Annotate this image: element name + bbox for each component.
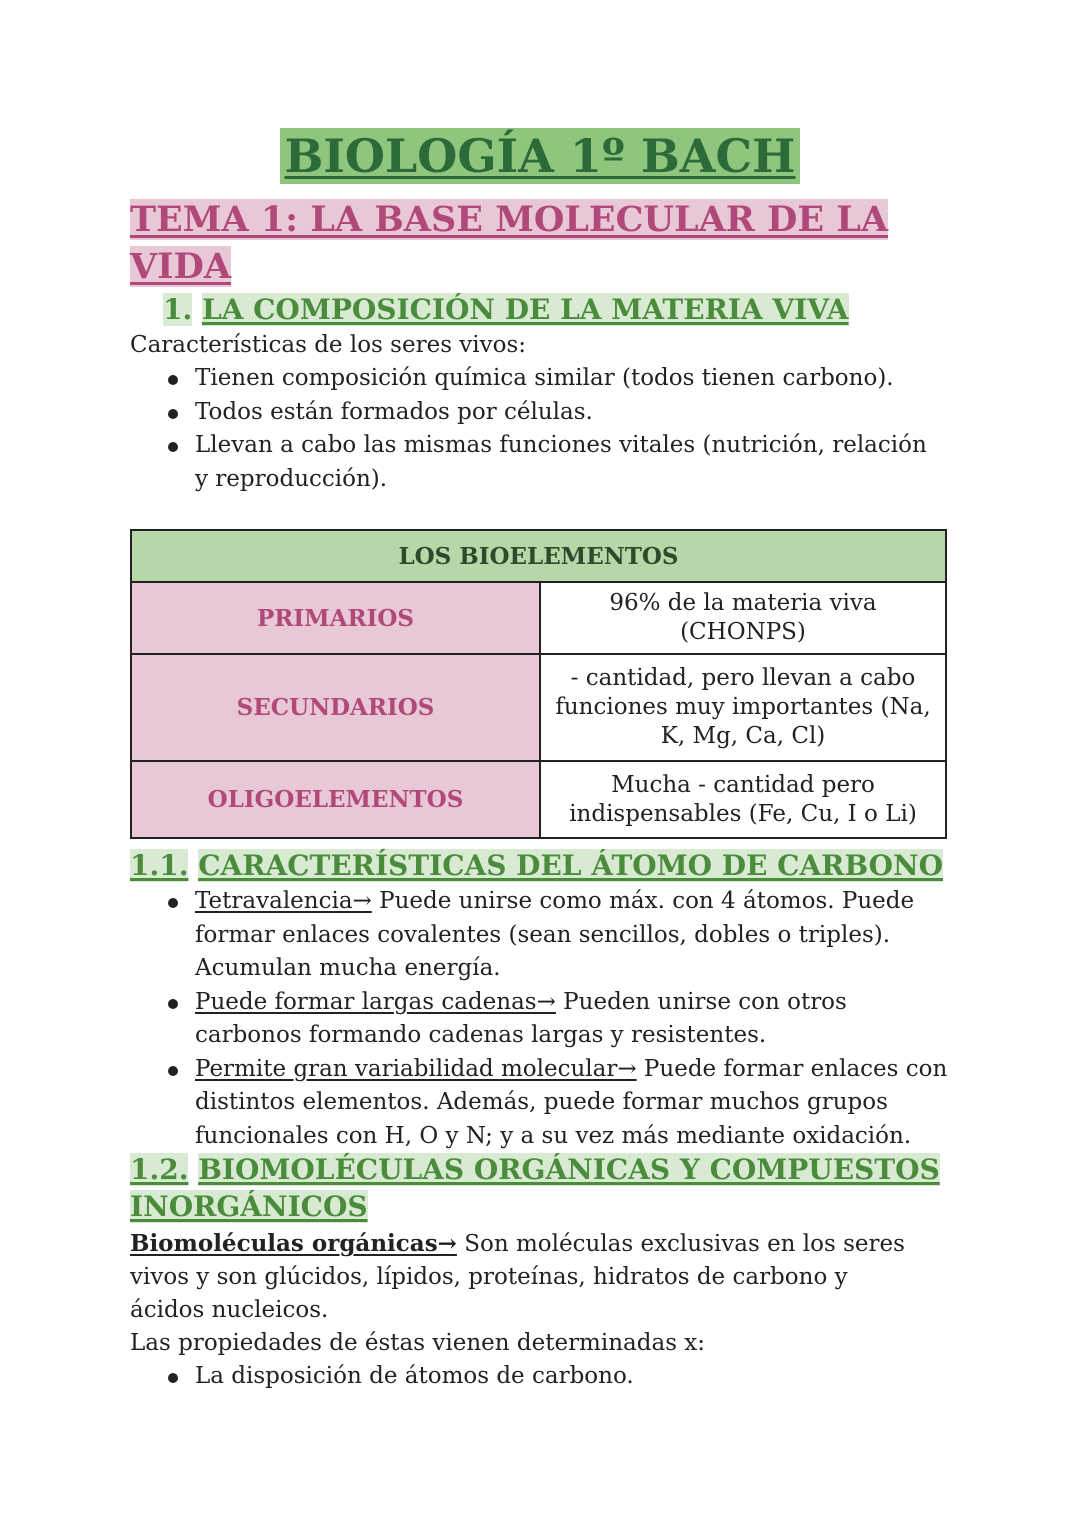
bioelementos-table xyxy=(130,529,947,839)
section-1-1-list xyxy=(130,885,950,1153)
biomoleculas-text: Son moléculas exclusivas en los seres vivos y son glúcidos, lípidos, proteínas, hidratos de carbono y ácidos nucleicos. xyxy=(130,1231,905,1323)
term-cadenas: Puede formar largas cadenas→ xyxy=(195,988,556,1015)
section-1-2-heading xyxy=(130,1151,950,1225)
section-1-intro: Características de los seres vivos: xyxy=(130,332,527,358)
section-1-2-title-line2: INORGÁNICOS xyxy=(130,1190,368,1223)
list-item xyxy=(130,885,950,986)
biomoleculas-term: Biomoléculas orgánicas→ xyxy=(130,1230,457,1257)
section-1-1-number: 1.1. xyxy=(130,849,189,882)
list-item: Tienen composición química similar (todos tienen carbono). xyxy=(130,362,950,396)
section-1-2-title-line1: BIOMOLÉCULAS ORGÁNICAS Y COMPUESTOS xyxy=(198,1153,940,1186)
term-description: Puede unirse como máx. con 4 átomos. Puede formar enlaces covalentes (sean sencillos, dobles o triples). Acumulan mucha energía. xyxy=(195,888,915,981)
section-1-list xyxy=(130,362,950,496)
tema-title: TEMA 1: LA BASE MOLECULAR DE LA VIDA xyxy=(130,199,889,287)
list-item xyxy=(130,1053,950,1154)
section-1-2-list xyxy=(130,1360,950,1394)
table-description-cell: - cantidad, pero llevan a cabo funciones muy importantes (Na, K, Mg, Ca, Cl) xyxy=(540,654,946,761)
section-1-title: LA COMPOSICIÓN DE LA MATERIA VIVA xyxy=(201,293,849,326)
tema-heading xyxy=(130,196,890,290)
list-item: Llevan a cabo las mismas funciones vitales (nutrición, relación y reproducción). xyxy=(130,429,950,496)
table-row xyxy=(131,761,946,838)
biomoleculas-paragraph xyxy=(130,1227,920,1327)
table-row xyxy=(131,582,946,654)
section-1-number: 1. xyxy=(163,293,193,326)
table-description-cell: Mucha - cantidad pero indispensables (Fe, Cu, I o Li) xyxy=(540,761,946,838)
term-tetravalencia: Tetravalencia→ xyxy=(195,888,372,914)
table-category-cell: SECUNDARIOS xyxy=(131,654,540,761)
section-1-1-title: CARACTERÍSTICAS DEL ÁTOMO DE CARBONO xyxy=(198,849,944,882)
list-item: Todos están formados por células. xyxy=(130,396,950,430)
list-item: La disposición de átomos de carbono. xyxy=(130,1360,950,1394)
table-category-cell: PRIMARIOS xyxy=(131,582,540,654)
table-description-cell: 96% de la materia viva (CHONPS) xyxy=(540,582,946,654)
table-header: LOS BIOELEMENTOS xyxy=(131,530,946,582)
section-1-2-number: 1.2. xyxy=(130,1153,189,1186)
term-description: Pueden unirse con otros carbonos formando cadenas largas y resistentes. xyxy=(195,988,847,1048)
term-description: Puede formar enlaces con distintos elementos. Además, puede formar muchos grupos funcionales con H, O y N; y a su vez más mediante oxidación. xyxy=(195,1055,948,1149)
title-block xyxy=(0,128,1080,184)
table-category-cell: OLIGOELEMENTOS xyxy=(131,761,540,838)
section-1-1-heading xyxy=(130,847,943,884)
table-header-row xyxy=(131,530,946,582)
list-item xyxy=(130,986,950,1053)
page-title: BIOLOGÍA 1º BACH xyxy=(280,128,799,184)
properties-intro: Las propiedades de éstas vienen determinadas x: xyxy=(130,1330,706,1356)
section-1-heading xyxy=(163,291,849,328)
table-row xyxy=(131,654,946,761)
term-variabilidad: Permite gran variabilidad molecular→ xyxy=(195,1055,637,1082)
